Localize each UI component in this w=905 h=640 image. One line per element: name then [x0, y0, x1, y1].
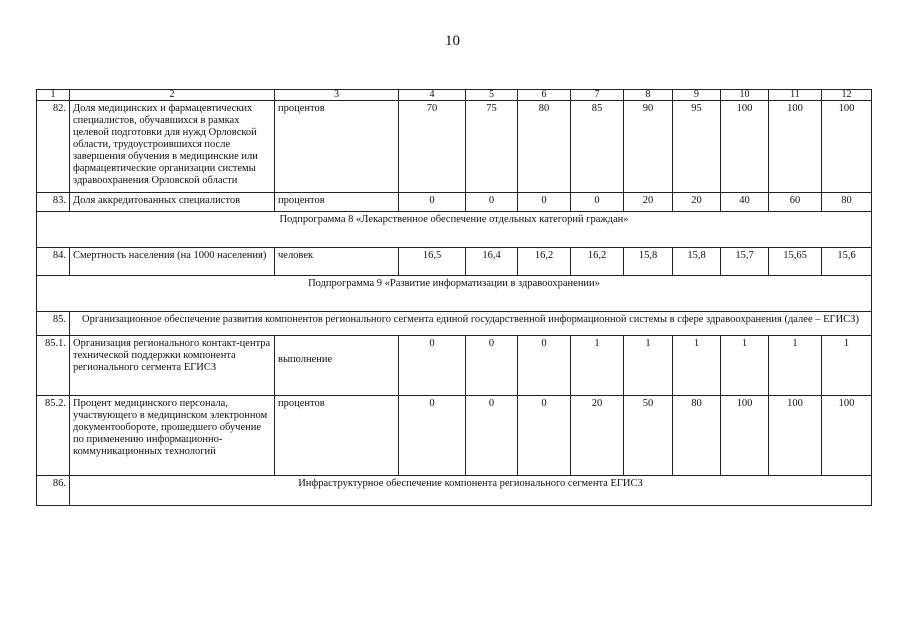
value-cell: 80	[518, 101, 571, 193]
value-cell: 50	[624, 396, 673, 476]
unit-cell: процентов	[275, 101, 399, 193]
row-number: 85.	[37, 312, 70, 336]
value-cell: 0	[518, 396, 571, 476]
column-number: 5	[466, 90, 518, 101]
column-number: 6	[518, 90, 571, 101]
page-number: 10	[445, 33, 460, 49]
value-cell: 15,8	[624, 248, 673, 276]
column-number: 11	[769, 90, 822, 101]
indicator-name: Доля медицинских и фармацевтических специалистов, обучавшихся в рамках целевой подготовки для нужд Орловской области, трудоустроившихся после завершения обучения в медицинские или фармацевтические организации системы здравоохранения Орловской области	[70, 101, 275, 193]
column-number: 12	[822, 90, 872, 101]
column-number: 2	[70, 90, 275, 101]
table-row	[37, 248, 872, 276]
value-cell: 20	[624, 193, 673, 212]
row-number: 82.	[37, 101, 70, 193]
unit-cell: человек	[275, 248, 399, 276]
value-cell: 0	[571, 193, 624, 212]
table-row	[37, 312, 872, 336]
indicator-name: Организация регионального контакт-центра технической поддержки компонента регионального сегмента ЕГИСЗ	[70, 336, 275, 396]
indicator-name: Доля аккредитованных специалистов	[70, 193, 275, 212]
value-cell: 0	[399, 336, 466, 396]
value-cell: 0	[399, 193, 466, 212]
value-cell: 100	[721, 396, 769, 476]
column-number: 10	[721, 90, 769, 101]
row-number: 83.	[37, 193, 70, 212]
value-cell: 0	[399, 396, 466, 476]
unit-cell: процентов	[275, 396, 399, 476]
column-number: 9	[673, 90, 721, 101]
value-cell: 0	[518, 193, 571, 212]
column-number: 4	[399, 90, 466, 101]
value-cell: 20	[673, 193, 721, 212]
indicator-name: Процент медицинского персонала, участвующего в медицинском электронном документообороте, прошедшего обучение по применению информационно-коммуникационных технологий	[70, 396, 275, 476]
value-cell: 100	[769, 101, 822, 193]
column-number: 7	[571, 90, 624, 101]
table-row	[37, 336, 872, 396]
column-number: 3	[275, 90, 399, 101]
table-row	[37, 193, 872, 212]
task-title: Организационное обеспечение развития компонентов регионального сегмента единой государственной информационной системы в сфере здравоохранения (далее – ЕГИСЗ)	[70, 312, 872, 336]
indicator-name: Смертность населения (на 1000 населения)	[70, 248, 275, 276]
value-cell: 1	[769, 336, 822, 396]
value-cell: 85	[571, 101, 624, 193]
value-cell: 80	[822, 193, 872, 212]
value-cell: 16,2	[571, 248, 624, 276]
value-cell: 16,2	[518, 248, 571, 276]
value-cell: 100	[721, 101, 769, 193]
value-cell: 16,5	[399, 248, 466, 276]
table-row	[37, 476, 872, 506]
value-cell: 1	[721, 336, 769, 396]
row-number: 85.1.	[37, 336, 70, 396]
indicators-table	[36, 89, 872, 506]
value-cell: 90	[624, 101, 673, 193]
row-number: 85.2.	[37, 396, 70, 476]
subprogram-row	[37, 276, 872, 312]
value-cell: 100	[822, 101, 872, 193]
subprogram-title: Подпрограмма 9 «Развитие информатизации в здравоохранении»	[37, 276, 872, 312]
value-cell: 75	[466, 101, 518, 193]
value-cell: 40	[721, 193, 769, 212]
value-cell: 15,7	[721, 248, 769, 276]
value-cell: 1	[822, 336, 872, 396]
value-cell: 100	[822, 396, 872, 476]
value-cell: 1	[673, 336, 721, 396]
value-cell: 70	[399, 101, 466, 193]
value-cell: 15,65	[769, 248, 822, 276]
row-number: 84.	[37, 248, 70, 276]
value-cell: 15,6	[822, 248, 872, 276]
value-cell: 1	[624, 336, 673, 396]
value-cell: 100	[769, 396, 822, 476]
column-number: 8	[624, 90, 673, 101]
value-cell: 60	[769, 193, 822, 212]
value-cell: 0	[466, 396, 518, 476]
row-number: 86.	[37, 476, 70, 506]
table-row	[37, 101, 872, 193]
value-cell: 16,4	[466, 248, 518, 276]
column-number-row	[37, 90, 872, 101]
subprogram-title: Подпрограмма 8 «Лекарственное обеспечение отдельных категорий граждан»	[37, 212, 872, 248]
value-cell: 0	[466, 193, 518, 212]
task-title: Инфраструктурное обеспечение компонента регионального сегмента ЕГИСЗ	[70, 476, 872, 506]
value-cell: 1	[571, 336, 624, 396]
table-row	[37, 396, 872, 476]
value-cell: 95	[673, 101, 721, 193]
value-cell: 80	[673, 396, 721, 476]
value-cell: 15,8	[673, 248, 721, 276]
column-number: 1	[37, 90, 70, 101]
subprogram-row	[37, 212, 872, 248]
value-cell: 0	[466, 336, 518, 396]
unit-cell: выполнение	[275, 336, 399, 396]
value-cell: 20	[571, 396, 624, 476]
value-cell: 0	[518, 336, 571, 396]
unit-cell: процентов	[275, 193, 399, 212]
